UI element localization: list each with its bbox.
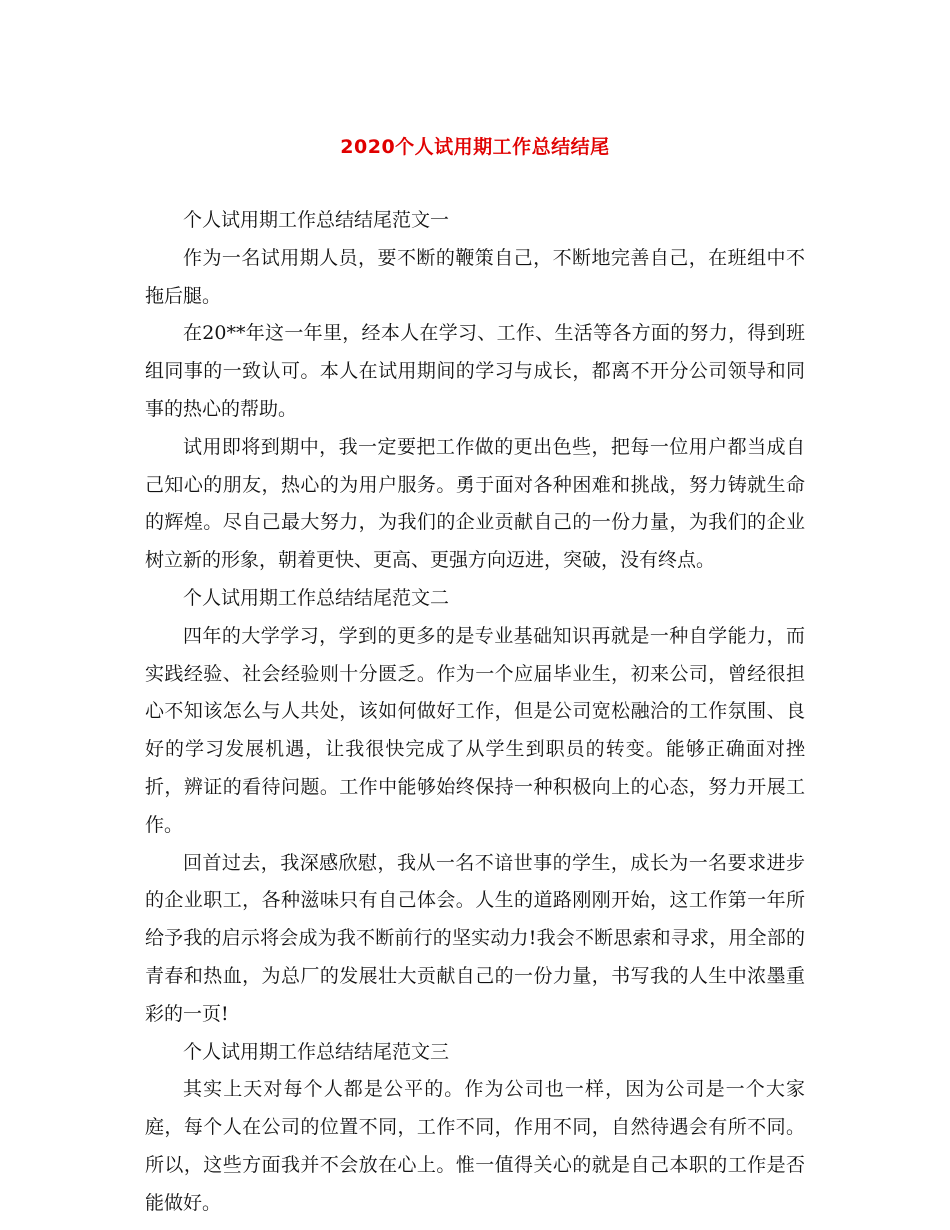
section-heading-3: 个人试用期工作总结结尾范文三 (183, 1040, 450, 1063)
section-heading-2: 个人试用期工作总结结尾范文二 (183, 586, 450, 609)
document-title: 2020个人试用期工作总结结尾 (340, 136, 610, 158)
document-body (145, 202, 805, 1223)
paragraph: 试用即将到期中，我一定要把工作做的更出色些，把每一位用户都当成自己知心的朋友，热心的为用户服务。勇于面对各种困难和挑战，努力铸就生命的辉煌。尽自己最大努力，为我们的企业贡献自己的一份力量，为我们的企业树立新的形象，朝着更快、更高、更强方向迈进，突破，没有终点。 (145, 435, 805, 572)
paragraph: 四年的大学学习，学到的更多的是专业基础知识再就是一种自学能力，而实践经验、社会经验则十分匮乏。作为一个应届毕业生，初来公司，曾经很担心不知该怎么与人共处，该如何做好工作，但是公司宽松融洽的工作氛围、良好的学习发展机遇，让我很快完成了从学生到职员的转变。能够正确面对挫折，辨证的看待问题。工作中能够始终保持一种积极向上的心态，努力开展工作。 (145, 624, 805, 836)
paragraph: 其实上天对每个人都是公平的。作为公司也一样，因为公司是一个大家庭，每个人在公司的位置不同，工作不同，作用不同，自然待遇会有所不同。所以，这些方面我并不会放在心上。惟一值得关心的就是自己本职的工作是否能做好。 (145, 1078, 805, 1214)
paragraph: 作为一名试用期人员，要不断的鞭策自己，不断地完善自己，在班组中不拖后腿。 (145, 246, 805, 307)
paragraph: 在20**年这一年里，经本人在学习、工作、生活等各方面的努力，得到班组同事的一致认可。本人在试用期间的学习与成长，都离不开分公司领导和同事的热心的帮助。 (145, 322, 805, 420)
section-heading-1: 个人试用期工作总结结尾范文一 (183, 209, 450, 231)
paragraph: 回首过去，我深感欣慰，我从一名不谙世事的学生，成长为一名要求进步的企业职工，各种滋味只有自己体会。人生的道路刚刚开始，这工作第一年所给予我的启示将会成为我不断前行的坚实动力!我会不断思索和寻求，用全部的青春和热血，为总厂的发展壮大贡献自己的一份力量，书写我的人生中浓墨重彩的一页! (145, 851, 805, 1025)
